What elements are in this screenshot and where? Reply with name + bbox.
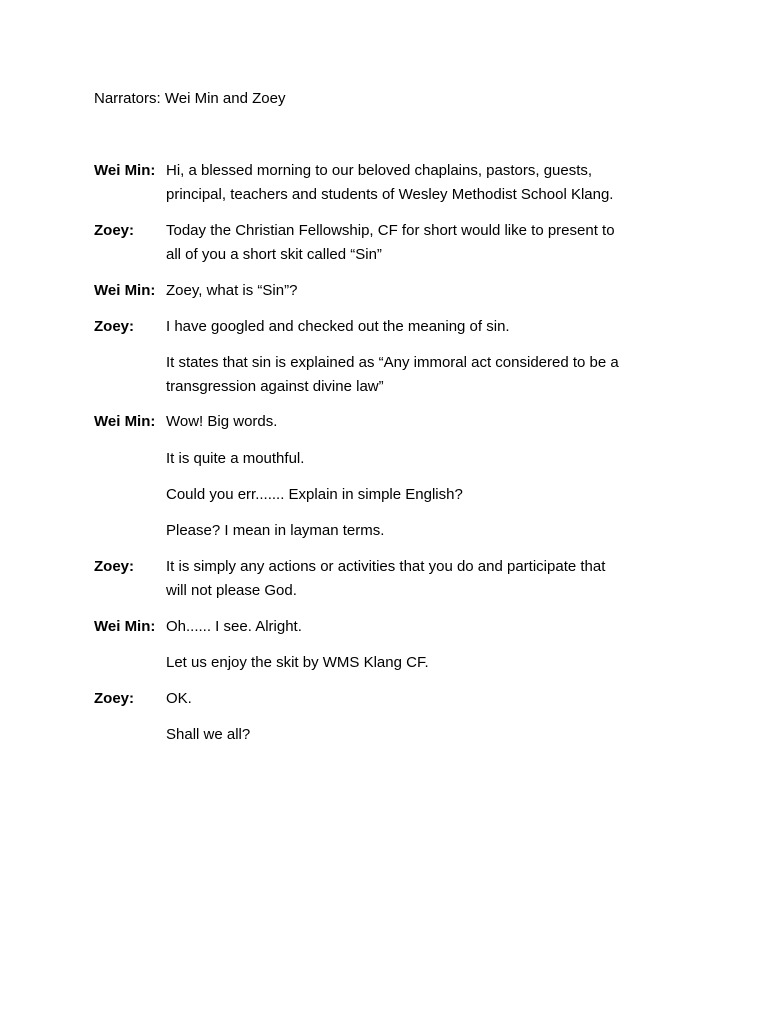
dialogue-text-line: It is quite a mouthful. [166, 450, 305, 467]
dialogue-text [166, 159, 674, 207]
dialogue-line [94, 483, 674, 507]
dialogue-text [166, 351, 674, 399]
dialogue-text-line: OK. [166, 690, 192, 707]
narrators-heading: Narrators: Wei Min and Zoey [94, 90, 286, 107]
dialogue-text [166, 483, 674, 507]
dialogue-line [94, 219, 674, 267]
dialogue-text [166, 687, 674, 711]
dialogue-line [94, 651, 674, 675]
dialogue-text-line: Shall we all? [166, 726, 251, 743]
dialogue-text [166, 651, 674, 675]
dialogue-line [94, 723, 674, 747]
dialogue-text-line: Please? I mean in layman terms. [166, 522, 385, 539]
speaker-label: Wei Min: [94, 413, 156, 430]
speaker-label: Zoey: [94, 222, 135, 239]
speaker-label: Wei Min: [94, 618, 156, 635]
speaker-label: Wei Min: [94, 162, 156, 179]
dialogue-line [94, 410, 674, 434]
dialogue-text [166, 219, 674, 267]
dialogue-text [166, 447, 674, 471]
dialogue-text-line: Let us enjoy the skit by WMS Klang CF. [166, 654, 429, 671]
dialogue-line [94, 447, 674, 471]
dialogue-text [166, 519, 674, 543]
dialogue-text-line: It is simply any actions or activities that you do and participate that [166, 558, 606, 575]
dialogue-text-line: Wow! Big words. [166, 413, 278, 430]
dialogue-line [94, 159, 674, 207]
speaker-label: Zoey: [94, 558, 135, 575]
dialogue-text [166, 723, 674, 747]
dialogue-text-line: I have googled and checked out the meaning of sin. [166, 318, 510, 335]
dialogue-text-line: Oh...... I see. Alright. [166, 618, 302, 635]
dialogue-text-line: It states that sin is explained as “Any immoral act considered to be a [166, 354, 619, 371]
dialogue-line [94, 555, 674, 603]
dialogue-text-line: Could you err....... Explain in simple English? [166, 486, 463, 503]
dialogue-line [94, 279, 674, 303]
dialogue-text-line: Today the Christian Fellowship, CF for short would like to present to [166, 222, 615, 239]
dialogue-text [166, 410, 674, 434]
dialogue-text [166, 315, 674, 339]
dialogue-line [94, 519, 674, 543]
dialogue-line [94, 615, 674, 639]
dialogue-text-line: principal, teachers and students of Wesley Methodist School Klang. [166, 186, 614, 203]
dialogue-text-line: all of you a short skit called “Sin” [166, 246, 382, 263]
dialogue-text [166, 615, 674, 639]
dialogue-text-line: Zoey, what is “Sin”? [166, 282, 298, 299]
dialogue-line [94, 687, 674, 711]
dialogue-line [94, 351, 674, 399]
dialogue-text [166, 279, 674, 303]
speaker-label: Wei Min: [94, 282, 156, 299]
dialogue-text [166, 555, 674, 603]
speaker-label: Zoey: [94, 690, 135, 707]
speaker-label: Zoey: [94, 318, 135, 335]
dialogue-text-line: transgression against divine law” [166, 378, 384, 395]
dialogue-text-line: will not please God. [166, 582, 297, 599]
dialogue-line [94, 315, 674, 339]
dialogue-text-line: Hi, a blessed morning to our beloved chaplains, pastors, guests, [166, 162, 593, 179]
